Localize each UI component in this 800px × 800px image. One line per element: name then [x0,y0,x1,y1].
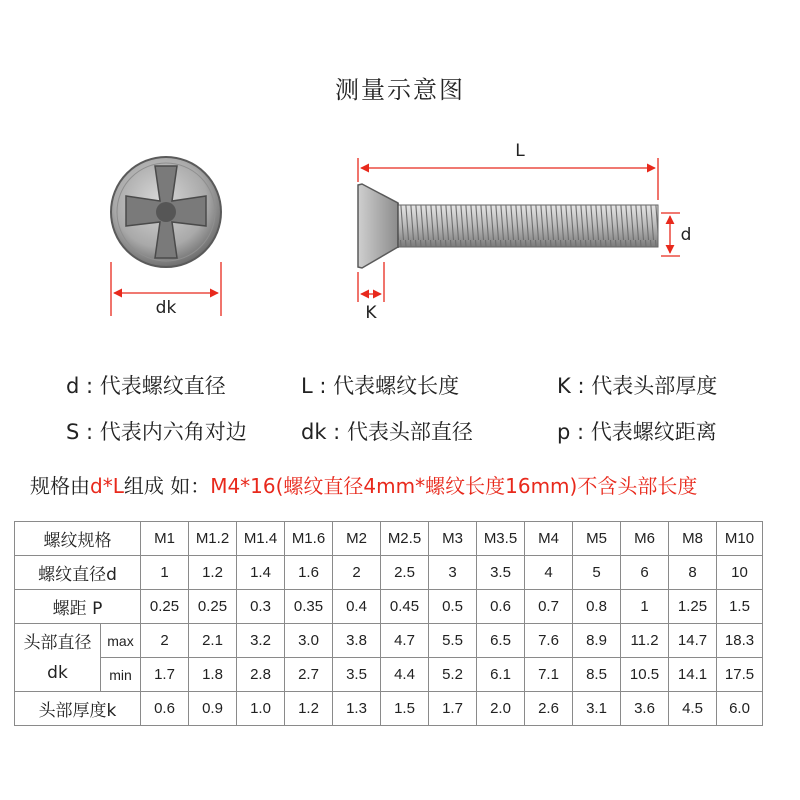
spec-middle: 组成 如： [123,474,211,498]
table-cell: 2.5 [381,556,429,590]
table-cell: 6 [621,556,669,590]
table-cell: 2.1 [189,624,237,658]
table-cell: 1.5 [717,590,763,624]
table-cell: 11.2 [621,624,669,658]
legend-key: dk [301,420,327,444]
table-row-thread-dia [15,556,763,590]
table-row-pitch [15,590,763,624]
legend-item-L: L : 代表螺纹长度 [301,374,460,398]
table-cell: 8 [669,556,717,590]
legend-text: 代表螺纹距离 [590,420,717,444]
table-cell: 4.5 [669,692,717,726]
table-cell: 4.4 [381,658,429,692]
max-label: max [101,624,141,658]
legend-key: d [66,374,80,398]
table-cell: 1.2 [285,692,333,726]
spec-prefix: 规格由 [30,474,90,498]
table-cell: 8.5 [573,658,621,692]
table-cell: 1.4 [237,556,285,590]
legend-item-d: d : 代表螺纹直径 [66,374,226,398]
table-cell: 2 [141,624,189,658]
row-label: 头部直径 [23,632,92,653]
table-cell: 2.7 [285,658,333,692]
table-cell: 5.2 [429,658,477,692]
dk-label: dk [155,298,177,318]
size-header-cell: M2 [333,522,381,556]
table-row-head-dia-max [15,624,763,658]
spec-example: M4*16(螺纹直径4mm*螺纹长度16mm)不含头部长度 [210,474,698,498]
spec-formula: d*L [90,474,124,498]
table-cell: 1 [621,590,669,624]
size-header-cell: M10 [717,522,763,556]
table-row-header [15,522,763,556]
table-cell: 0.7 [525,590,573,624]
screw-side-view [358,184,658,268]
row-label: 头部厚度k [15,692,141,726]
table-cell: 14.1 [669,658,717,692]
K-label: K [365,303,377,323]
table-cell: 3.1 [573,692,621,726]
table-cell: 7.6 [525,624,573,658]
table-cell: 1.7 [141,658,189,692]
table-cell: 7.1 [525,658,573,692]
screw-head-top-view [111,157,221,267]
row-label: 螺纹规格 [15,522,141,556]
legend-key: S [66,420,80,444]
table-cell: 14.7 [669,624,717,658]
table-cell: 2.0 [477,692,525,726]
table-cell: 3.6 [621,692,669,726]
table-cell: 3.8 [333,624,381,658]
table-cell: 3.5 [333,658,381,692]
L-label: L [515,141,525,161]
table-cell: 2.8 [237,658,285,692]
page-title: 测量示意图 [335,76,465,104]
legend-key: K [557,374,571,398]
row-label: dk [47,662,68,683]
table-cell: 0.9 [189,692,237,726]
table-cell: 6.5 [477,624,525,658]
table-cell: 17.5 [717,658,763,692]
table-cell: 1.3 [333,692,381,726]
table-cell: 0.3 [237,590,285,624]
row-label: 螺距 P [15,590,141,624]
size-header-cell: M1 [141,522,189,556]
table-cell: 0.25 [189,590,237,624]
table-cell: 18.3 [717,624,763,658]
table-cell: 0.25 [141,590,189,624]
table-cell: 3.5 [477,556,525,590]
table-cell: 1.7 [429,692,477,726]
legend-key: L [301,374,313,398]
table-cell: 1.8 [189,658,237,692]
table-cell: 0.6 [141,692,189,726]
table-cell: 1.2 [189,556,237,590]
table-cell: 0.45 [381,590,429,624]
table-cell: 0.8 [573,590,621,624]
legend-item-dk: dk : 代表头部直径 [301,420,473,444]
legend-item-K: K : 代表头部厚度 [557,374,718,398]
size-header-cell: M3.5 [477,522,525,556]
size-header-cell: M1.4 [237,522,285,556]
table-cell: 1.5 [381,692,429,726]
table-cell: 4 [525,556,573,590]
table-cell: 2 [333,556,381,590]
table-cell: 3 [429,556,477,590]
table-cell: 1.6 [285,556,333,590]
d-label: d [680,225,692,245]
table-row-head-dia-min [15,658,763,692]
size-header-cell: M2.5 [381,522,429,556]
legend-item-p: p : 代表螺纹距离 [557,420,717,444]
table-cell: 10.5 [621,658,669,692]
table-cell: 6.1 [477,658,525,692]
table-cell: 3.2 [237,624,285,658]
table-cell: 10 [717,556,763,590]
legend-text: 代表头部厚度 [591,374,718,398]
table-cell: 3.0 [285,624,333,658]
table-cell: 2.6 [525,692,573,726]
table-cell: 6.0 [717,692,763,726]
size-header-cell: M6 [621,522,669,556]
table-cell: 5.5 [429,624,477,658]
table-cell: 1.0 [237,692,285,726]
measurement-diagram [0,0,800,340]
table-cell: 1.25 [669,590,717,624]
legend-text: 代表内六角对边 [99,420,247,444]
table-cell: 0.35 [285,590,333,624]
table-cell: 1 [141,556,189,590]
legend-key: p [557,420,571,444]
table-cell: 4.7 [381,624,429,658]
min-label: min [101,658,141,692]
table-cell: 5 [573,556,621,590]
table-row-head-thickness [15,692,763,726]
legend-text: 代表头部直径 [346,420,473,444]
size-header-cell: M1.6 [285,522,333,556]
table-cell: 8.9 [573,624,621,658]
legend-item-S: S : 代表内六角对边 [66,420,247,444]
size-table [14,521,763,726]
size-header-cell: M4 [525,522,573,556]
size-header-cell: M8 [669,522,717,556]
row-label: 螺纹直径d [15,556,141,590]
size-header-cell: M5 [573,522,621,556]
table-cell: 0.6 [477,590,525,624]
table-cell: 0.4 [333,590,381,624]
table-cell: 0.5 [429,590,477,624]
legend-text: 代表螺纹长度 [333,374,460,398]
legend-text: 代表螺纹直径 [99,374,226,398]
spec-note [30,470,697,499]
size-header-cell: M1.2 [189,522,237,556]
size-header-cell: M3 [429,522,477,556]
row-label-head-dia [15,624,101,692]
